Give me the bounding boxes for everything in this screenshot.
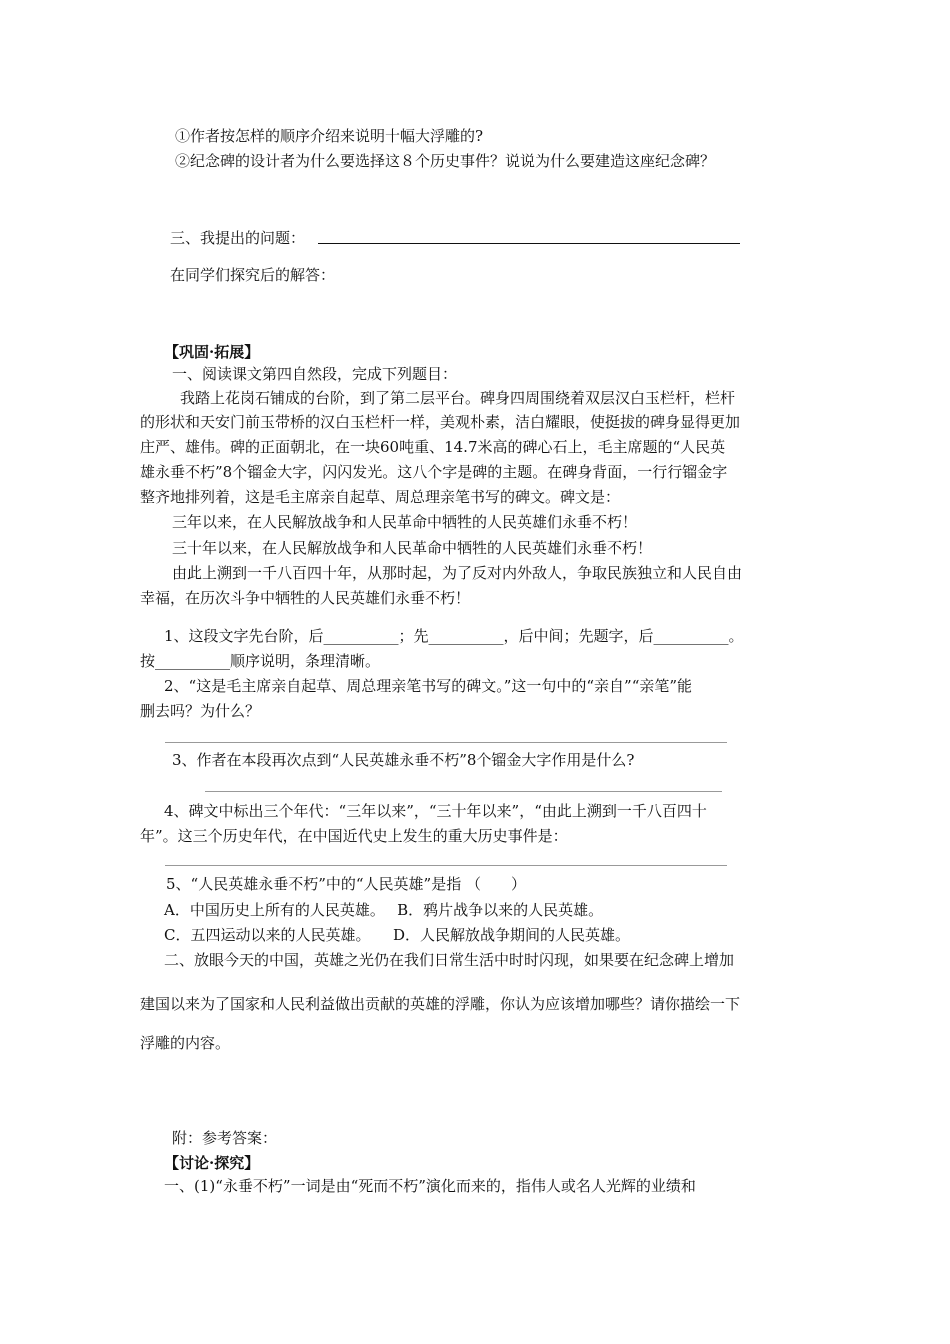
- question-2: 2、“这是毛主席亲自起草、周总理亲笔书写的碑文。”这一句中的“亲自”“亲笔”能: [164, 677, 693, 695]
- answer-rule-4[interactable]: [165, 865, 727, 866]
- question-3: 3、作者在本段再次点到“人民英雄永垂不朽”8个镏金大字作用是什么?: [172, 751, 635, 769]
- answer-label: 在同学们探究后的解答：: [170, 266, 336, 284]
- my-question-rule[interactable]: [318, 243, 740, 244]
- section-consolidate: 【巩固·拓展】: [164, 343, 260, 361]
- passage-line: 庄严、雄伟。碑的正面朝北，在一块60吨重、14.7米高的碑心石上，毛主席题的“人民英: [140, 438, 726, 456]
- my-question-label: 三、我提出的问题：: [170, 229, 306, 247]
- part-two-line: 浮雕的内容。: [140, 1034, 231, 1052]
- section-discuss: 【讨论·探究】: [164, 1154, 260, 1172]
- passage-line: 三年以来，在人民解放战争和人民革命中牺牲的人民英雄们永垂不朽！: [172, 513, 638, 531]
- question-events: ②纪念碑的设计者为什么要选择这８个历史事件？说说为什么要建造这座纪念碑？: [175, 152, 716, 170]
- reading-intro: 一、阅读课文第四自然段，完成下列题目：: [172, 365, 458, 383]
- answer-rule-3[interactable]: [205, 791, 722, 792]
- passage-line: 整齐地排列着，这是毛主席亲自起草、周总理亲笔书写的碑文。碑文是：: [140, 488, 621, 506]
- question-1-cont: 按__________顺序说明，条理清晰。: [140, 652, 381, 670]
- question-4: 4、碑文中标出三个年代：“三年以来”，“三十年以来”，“由此上溯到一千八百四十: [164, 802, 707, 820]
- passage-line: 三十年以来，在人民解放战争和人民革命中牺牲的人民英雄们永垂不朽！: [172, 539, 653, 557]
- passage-line: 我踏上花岗石铺成的台阶，到了第二层平台。碑身四周围绕着双层汉白玉栏杆，栏杆: [180, 389, 736, 407]
- answer-line: 一、(1)“永垂不朽”一词是由“死而不朽”演化而来的，指伟人或名人光辉的业绩和: [164, 1177, 696, 1195]
- question-5-options-cd: C．五四运动以来的人民英雄。 D．人民解放战争期间的人民英雄。: [164, 926, 631, 944]
- question-5-options-ab: A．中国历史上所有的人民英雄。 B．鸦片战争以来的人民英雄。: [164, 901, 604, 919]
- question-order: ①作者按怎样的顺序介绍来说明十幅大浮雕的?: [175, 127, 484, 145]
- passage-line: 幸福，在历次斗争中牺牲的人民英雄们永垂不朽！: [140, 589, 471, 607]
- part-two-line: 二、放眼今天的中国，英雄之光仍在我们日常生活中时时闪现，如果要在纪念碑上增加: [164, 951, 735, 969]
- passage-line: 的形状和天安门前玉带桥的汉白玉栏杆一样，美观朴素，洁白耀眼，使挺拔的碑身显得更加: [140, 413, 741, 431]
- question-4-cont: 年”。这三个历史年代，在中国近代史上发生的重大历史事件是：: [140, 827, 568, 845]
- appendix-label: 附：参考答案：: [172, 1129, 278, 1147]
- passage-line: 雄永垂不朽”8个镏金大字，闪闪发光。这八个字是碑的主题。在碑身背面，一行行镏金字: [140, 463, 728, 481]
- question-2-cont: 删去吗？为什么？: [140, 702, 261, 720]
- passage-line: 由此上溯到一千八百四十年，从那时起，为了反对内外敌人，争取民族独立和人民自由: [172, 564, 743, 582]
- question-5: 5、“人民英雄永垂不朽”中的“人民英雄”是指 （ ）: [166, 875, 526, 893]
- part-two-line: 建国以来为了国家和人民利益做出贡献的英雄的浮雕，你认为应该增加哪些？请你描绘一下: [140, 995, 741, 1013]
- question-1: 1、这段文字先台阶，后__________；先__________，后中间；先题字，后__________。: [164, 627, 744, 645]
- answer-rule-2[interactable]: [165, 742, 727, 743]
